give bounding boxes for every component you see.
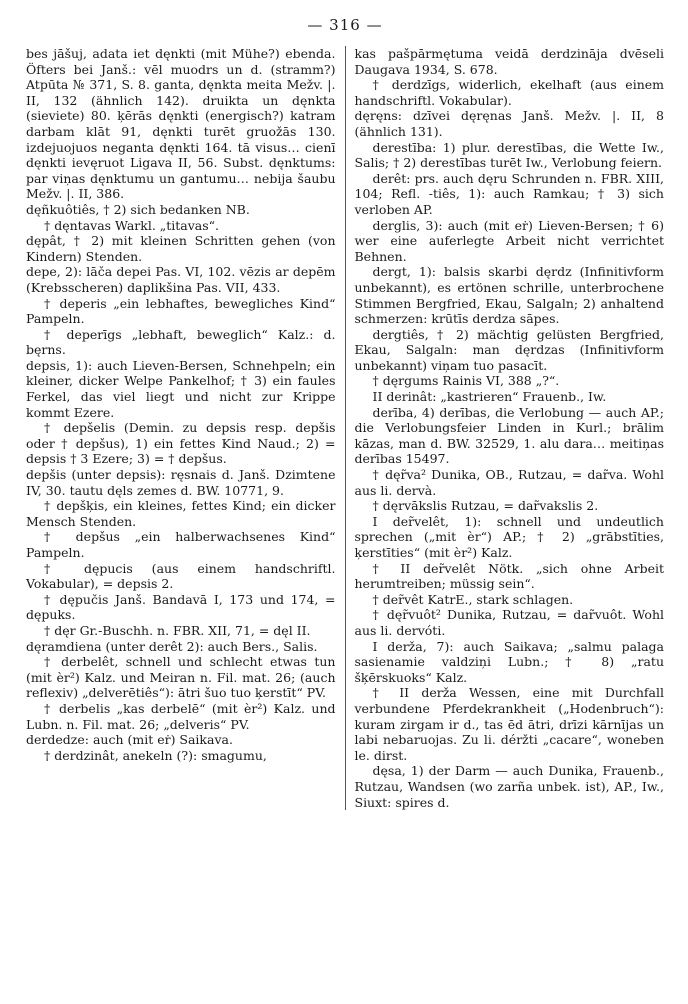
dictionary-entry: derêt: prs. auch dęru Schrunden n. FBR. XIII, 104; Refl. -tiês, 1): auch Ramkau; † 3) sich verloben AP. [354, 170, 664, 217]
dictionary-entry: derība, 4) derības, die Verlobung — auch AP.; die Verlobungsfeier Linden in Kurl.; brālim kāzas, man d. BW. 32529, 1. alu dara… meitiņas derības 15497. [354, 404, 664, 467]
dictionary-entry: † II der̃velêt Nötk. „sich ohne Arbeit herumtreiben; müssig sein“. [354, 560, 664, 592]
dictionary-entry: kas pašpārmętuma veidā derdzināja dvēseli Daugava 1934, S. 678. [354, 46, 664, 77]
dictionary-entry: † dępucis (aus einem handschriftl. Vokabular), = depsis 2. [26, 560, 336, 592]
dictionary-entry: I der̃velêt, 1): schnell und undeutlich sprechen („mit èr“) AP.; † 2) „grābstīties, ķerstīties“ (mit èr²) Kalz. [354, 513, 664, 560]
dictionary-entry: dęramdiena (unter derêt 2): auch Bers., Salis. [26, 638, 318, 654]
dictionary-entry: † dęrgums Rainis VI, 388 „?“. [372, 373, 560, 389]
dictionary-entry: II derinât: „kastrieren“ Frauenb., Iw. [372, 389, 607, 405]
dictionary-entry: † dęr̃va² Dunika, OB., Rutzau, = dar̃va. Wohl aus li. dervà. [354, 467, 664, 498]
dictionary-entry: † der̃vêt KatrE., stark schlagen. [372, 591, 574, 607]
dictionary-entry: † derdzīgs, widerlich, ekelhaft (aus einem handschriftl. Vokabular). [354, 77, 664, 108]
dictionary-entry: † dęntavas Warkl. „titavas“. [44, 217, 220, 233]
dictionary-entry: derglis, 3): auch (mit eṙ) Lieven-Bersen; † 6) wer eine auferlegte Arbeit nicht verrichtet Behnen. [354, 217, 664, 264]
dictionary-entry: † II derža Wessen, eine mit Durchfall verbundene Pferdekrankheit („Hodenbruch“): kuram zirgam ir d., tas ēd ātri, drīzi kārnījas un labi nebaruojas. Zu li. déržti „cacare“, woneben le. dirst. [354, 685, 664, 763]
dictionary-entry: † derbelis „kas derbelē“ (mit èr²) Kalz. und Lubn. n. Fil. mat. 26; „delveris“ PV. [26, 700, 336, 732]
dictionary-entry: † depšelis (Demin. zu depsis resp. depšis oder † depšus), 1) ein fettes Kind Naud.; 2) = depsis † 3 Ezere; 3) = † depšus. [26, 420, 336, 467]
dictionary-entry: dergt, 1): balsis skarbi dęrdz (Infinitivform unbekannt), es ertönen schrille, unterbrochene Stimmen Bergfried, Ekau, Salgaln; 2) anhaltend schmerzen: krūtīs derdza sāpes. [354, 264, 664, 327]
dictionary-entry: † dęr Gr.-Buschh. n. FBR. XII, 71, = dęl II. [44, 622, 311, 638]
dictionary-entry: bes jāšuj, adata iet dęnkti (mit Mühe?) ebenda. Öfters bei Janš.: vēl muodrs un d. (stramm?) Atpūta № 371, S. 8. ganta, dęnkta meita Mežv. |. II, 132 (ähnlich 142). druikta un dęnkta (sieviete) 80. ķērās dęnkti (energisch?) katram darbam klāt 91, dęnkti turēt gruožās 130. izdejuojuos neganta dęnkti 164. tā visus… cienī dęnkti ievęruot Ligava II, 56. Subst. dęnktums: par viņas dęnktumu un gantumu… nebija šaubu Mežv. |. II, 386. [26, 46, 336, 202]
dictionary-entry: I derža, 7): auch Saikava; „salmu palaga sasienamie valdziņi Lubn.; † 8) „ratu šķērskuoks“ Kalz. [354, 638, 664, 685]
dictionary-entry: depsis, 1): auch Lieven-Bersen, Schnehpeln; ein kleiner, dicker Welpe Pankelhof; † 3) ein faules Ferkel, das viel liegt und nicht zur Krippe kommt Ezere. [26, 357, 336, 420]
dictionary-entry: † deperīgs „lebhaft, beweglich“ Kalz.: d. bęrns. [26, 326, 336, 358]
dictionary-entry: † depšķis, ein kleines, fettes Kind; ein dicker Mensch Stenden. [26, 498, 336, 529]
dictionary-entry: dęręns: dzīvei dęręnas Janš. Mežv. |. II, 8 (ähnlich 131). [354, 108, 664, 139]
dictionary-entry: dęsa, 1) der Darm — auch Dunika, Frauenb., Rutzau, Wandsen (wo zarña unbek. ist), AP., Iw., Siuxt: spires d. [354, 763, 664, 810]
dictionary-entry: depe, 2): lāča depei Pas. VI, 102. vēzis ar depēm (Krebsscheren) daplikšina Pas. VII, 433. [26, 264, 336, 295]
dictionary-entry: † derbelêt, schnell und schlecht etwas tun (mit èr²) Kalz. und Meiran n. Fil. mat. 26; (auch reflexiv) „delverētiês“): ātri šuo tuo ķerstīt“ PV. [26, 654, 336, 701]
dictionary-entry: derestība: 1) plur. derestības, die Wette Iw., Salis; † 2) derestības turēt Iw., Verlobung feiern. [354, 139, 664, 171]
two-column-body [26, 46, 664, 810]
dictionary-entry: derdedze: auch (mit eṙ) Saikava. [26, 732, 233, 748]
page-number: — 316 — [307, 16, 383, 34]
dictionary-entry: dępât, † 2) mit kleinen Schritten gehen (von Kindern) Stenden. [26, 233, 336, 264]
dictionary-entry: † dęrvākslis Rutzau, = dar̃vakslis 2. [372, 498, 599, 514]
dictionary-entry: † depšus „ein halberwachsenes Kind“ Pampeln. [26, 529, 336, 560]
dictionary-entry: † derdzinât, anekeln (?): smagumu, [44, 747, 267, 763]
left-column [26, 46, 345, 810]
dictionary-entry: dergtiês, † 2) mächtig gelüsten Bergfried, Ekau, Salgaln: man dęrdzas (Infinitivform unbekannt) viņam tuo pasacīt. [354, 326, 664, 373]
dictionary-entry: dęñkuôtiês, † 2) sich bedanken NB. [26, 201, 250, 217]
dictionary-entry: † dępučis Janš. Bandavā I, 173 und 174, = dępuks. [26, 591, 336, 623]
dictionary-entry: † dęr̃vuôt² Dunika, Rutzau, = dar̃vuôt. Wohl aus li. dervóti. [354, 607, 664, 638]
dictionary-entry: † deperis „ein lebhaftes, bewegliches Kind“ Pampeln. [26, 295, 336, 327]
right-column [345, 46, 665, 810]
dictionary-entry: depšis (unter depsis): ręsnais d. Janš. Dzimtene IV, 30. tautu dęls zemes d. BW. 10771, 9. [26, 467, 336, 498]
